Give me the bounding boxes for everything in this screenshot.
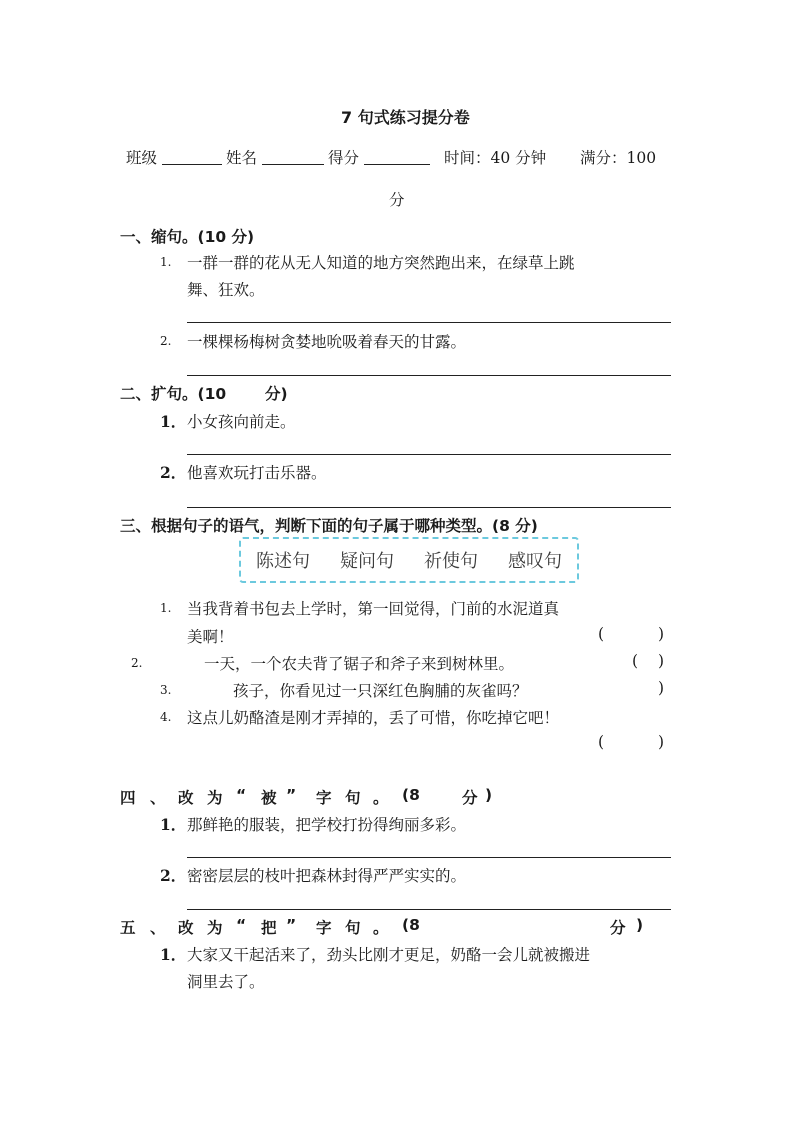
question-text: 密密层层的枝叶把森林封得严严实实的。 (187, 867, 467, 885)
paren-close[interactable]: ) (658, 733, 665, 751)
question-text: 那鲜艳的服装，把学校打扮得绚丽多彩。 (187, 816, 467, 834)
option-exclamatory: 感叹句 (508, 551, 562, 572)
answer-line[interactable] (187, 454, 671, 455)
section-heading: 二、扩句。(10 (120, 385, 227, 403)
question-number: 4. (160, 710, 172, 724)
full-score-unit: 分 (389, 191, 405, 209)
answer-line[interactable] (187, 375, 671, 376)
word-bank-box (239, 537, 579, 583)
class-blank[interactable] (162, 164, 222, 165)
question-number: 2. (131, 656, 143, 670)
question-number: 1. (160, 255, 172, 269)
question-number: 1． (160, 815, 187, 834)
page-title: 7 句式练习提分卷 (341, 108, 470, 127)
answer-line[interactable] (187, 857, 671, 858)
question-number: 3. (160, 683, 172, 697)
class-label: 班级 (126, 149, 158, 167)
question-text: 这点儿奶酪渣是刚才弄掉的，丢了可惜，你吃掉它吧！ (187, 709, 560, 727)
question-number: 2． (160, 463, 187, 482)
question-text: 一棵棵杨梅树贪婪地吮吸着春天的甘露。 (187, 333, 467, 351)
option-declarative: 陈述句 (256, 551, 310, 572)
option-interrogative: 疑问句 (340, 551, 394, 572)
answer-line[interactable] (187, 322, 671, 323)
question-text: 一天，一个农夫背了锯子和斧子来到树林里。 (204, 655, 515, 673)
paren-close[interactable]: ) (658, 625, 665, 643)
question-text-cont: 洞里去了。 (187, 973, 265, 991)
paren-close[interactable]: ) (658, 679, 665, 697)
question-text-cont: 舞、狂欢。 (187, 281, 265, 299)
paren-close[interactable]: ) (658, 652, 665, 670)
full-score-text: 满分：100 (580, 149, 657, 167)
question-text-cont: 美啊！ (187, 628, 234, 646)
section-heading: 三、根据句子的语气，判断下面的句子属于哪种类型。(8 分) (120, 517, 538, 535)
question-number: 1. (160, 601, 172, 615)
question-text: 当我背着书包去上学时，第一回觉得，门前的水泥道真 (187, 600, 560, 618)
name-label: 姓名 (226, 149, 258, 167)
score-blank[interactable] (364, 164, 430, 165)
question-text: 大家又干起活来了，劲头比刚才更足，奶酪一会儿就被搬进 (187, 946, 591, 964)
time-text: 时间：40 分钟 (444, 149, 547, 167)
paren-open[interactable]: ( (598, 733, 605, 751)
score-label: 得分 (328, 149, 360, 167)
section-heading-unit: 分) (265, 385, 288, 403)
answer-line[interactable] (187, 507, 671, 508)
paren-open[interactable]: ( (598, 625, 605, 643)
option-imperative: 祈使句 (424, 551, 478, 572)
question-text: 一群一群的花从无人知道的地方突然跑出来，在绿草上跳 (187, 254, 575, 272)
question-text: 他喜欢玩打击乐器。 (187, 464, 327, 482)
question-number: 1． (160, 945, 187, 964)
section-heading: 一、缩句。(10 分) (120, 228, 255, 246)
question-number: 1． (160, 412, 187, 431)
question-number: 2． (160, 866, 187, 885)
name-blank[interactable] (262, 164, 324, 165)
question-text: 孩子，你看见过一只深红色胸脯的灰雀吗？ (233, 682, 528, 700)
question-number: 2. (160, 334, 172, 348)
question-text: 小女孩向前走。 (187, 413, 296, 431)
paren-open[interactable]: ( (632, 652, 639, 670)
answer-line[interactable] (187, 909, 671, 910)
